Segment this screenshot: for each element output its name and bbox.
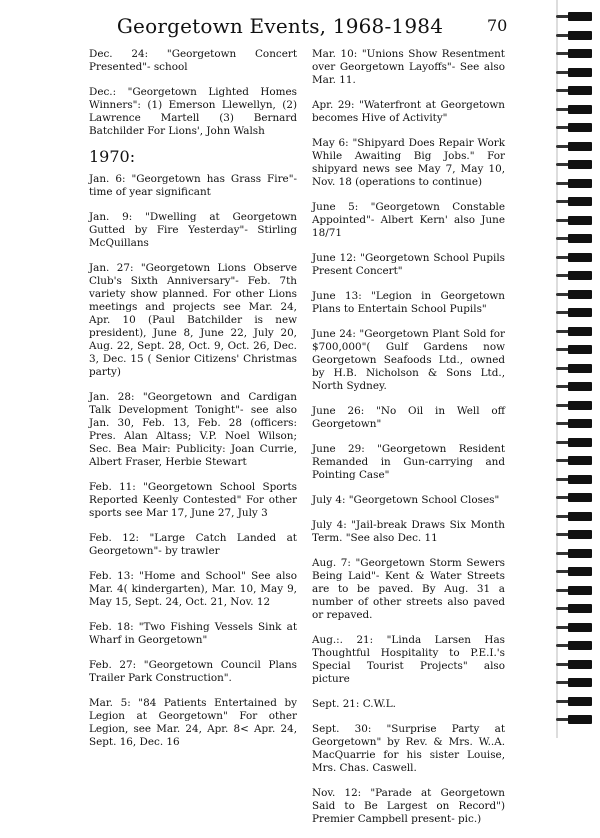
- entry-item: June 5: "Georgetown Constable Appointed"- Albert Kern' also June 18/71: [312, 201, 505, 239]
- binding-coil: [556, 216, 600, 225]
- binding-coil: [556, 290, 600, 299]
- binding-coil: [556, 567, 600, 576]
- binding-coil: [556, 179, 600, 188]
- binding-coil: [556, 419, 600, 428]
- entry-item: Dec.: "Georgetown Lighted Homes Winners": (1) Emerson Llewellyn, (2) Lawrence Martell (3) Bernard Batchilder For Lions', John Walsh: [89, 86, 297, 137]
- entry-item: Mar. 5: "84 Patients Entertained by Legion at Georgetown" For other Legion, see Mar. 24, Apr. 8< Apr. 24, Sept. 16, Dec. 16: [89, 697, 297, 748]
- entry-item: June 29: "Georgetown Resident Remanded in Gun-carrying and Pointing Case": [312, 443, 505, 481]
- binding-coil: [556, 123, 600, 132]
- binding-coil: [556, 678, 600, 687]
- binding-coil: [556, 641, 600, 650]
- entry-item: Jan. 27: "Georgetown Lions Observe Club's Sixth Anniversary"- Feb. 7th variety show planned. For other Lions meetings and projects see Mar. 24, Apr. 10 (Paul Batchilder is new president), June 8, June 22, July 20, Aug. 22, Sept. 28, Oct. 9, Oct. 26, Dec. 3, Dec. 15 ( Senior Citizens' Christmas party): [89, 262, 297, 378]
- page-title: Georgetown Events, 1968-1984: [116, 14, 444, 38]
- binding-coil: [556, 475, 600, 484]
- binding-coil: [556, 345, 600, 354]
- entry-item: Dec. 24: "Georgetown Concert Presented"- school: [89, 48, 297, 73]
- entry-item: June 24: "Georgetown Plant Sold for $700,000"( Gulf Gardens now Georgetown Seafoods Ltd., owned by H.B. Nicholson & Sons Ltd., North Sydney.: [312, 328, 505, 392]
- binding-coil: [556, 308, 600, 317]
- binding-coil: [556, 197, 600, 206]
- entry-item: Feb. 11: "Georgetown School Sports Reported Keenly Contested" For other sports see Mar 17, June 27, July 3: [89, 481, 297, 519]
- entry-item: Aug.:. 21: "Linda Larsen Has Thoughtful Hospitality to P.E.I.'s Special Tourist Projects" also picture: [312, 634, 505, 685]
- binding-coil: [556, 401, 600, 410]
- binding-coil: [556, 512, 600, 521]
- binding-coil: [556, 382, 600, 391]
- entry-item: Sept. 21: C.W.L.: [312, 698, 396, 710]
- binding-coil: [556, 697, 600, 706]
- entry-item: Jan. 28: "Georgetown and Cardigan Talk Development Tonight"- see also Jan. 30, Feb. 13, Feb. 28 (officers: Pres. Alan Altass; V.P. Noel Wilson; Sec. Bea Mair: Publicity: Joan Currie, Albert Fraser, Herbie Stewart: [89, 391, 297, 468]
- binding-coil: [556, 234, 600, 243]
- entry-item: July 4: "Jail-break Draws Six Month Term. "See also Dec. 11: [312, 519, 505, 544]
- entry-item: Jan. 9: "Dwelling at Georgetown Gutted by Fire Yesterday"- Stirling McQuillans: [89, 211, 297, 249]
- binding-coil: [556, 660, 600, 669]
- entry-item: Feb. 18: "Two Fishing Vessels Sink at Wharf in Georgetown": [89, 621, 297, 646]
- entry-item: Feb. 12: "Large Catch Landed at Georgetown"- by trawler: [89, 532, 297, 557]
- page-number: 70: [487, 16, 508, 35]
- binding-coil: [556, 160, 600, 169]
- entry-item: Sept. 30: "Surprise Party at Georgetown" by Rev. & Mrs. W..A. MacQuarrie for his sister Louise, Mrs. Chas. Caswell.: [312, 723, 505, 774]
- binding-coil: [556, 49, 600, 58]
- binding-coil: [556, 86, 600, 95]
- binding-coil: [556, 604, 600, 613]
- binding-coil: [556, 12, 600, 21]
- entry-item: July 4: "Georgetown School Closes": [312, 494, 500, 506]
- binding-coil: [556, 364, 600, 373]
- right-column: [312, 48, 505, 838]
- binding-coil: [556, 327, 600, 336]
- binding-coil: [556, 271, 600, 280]
- binding-coil: [556, 456, 600, 465]
- binding-coil: [556, 438, 600, 447]
- left-column: [89, 48, 297, 761]
- entry-item: Feb. 27: "Georgetown Council Plans Trailer Park Construction".: [89, 659, 297, 684]
- year-heading: 1970:: [89, 147, 136, 166]
- entry-item: Aug. 7: "Georgetown Storm Sewers Being Laid"- Kent & Water Streets are to be paved. By Aug. 31 a number of other streets also paved or repaved.: [312, 557, 505, 621]
- binding-coil: [556, 31, 600, 40]
- binding-coil: [556, 253, 600, 262]
- binding-coil: [556, 142, 600, 151]
- entry-item: June 12: "Georgetown School Pupils Present Concert": [312, 252, 505, 277]
- entry-item: June 26: "No Oil in Well off Georgetown": [312, 405, 505, 430]
- entry-item: Jan. 6: "Georgetown has Grass Fire"- time of year significant: [89, 173, 297, 198]
- binding-coil: [556, 549, 600, 558]
- spiral-binding: [556, 0, 600, 738]
- binding-coil: [556, 623, 600, 632]
- binding-coil: [556, 68, 600, 77]
- binding-coil: [556, 715, 600, 724]
- entry-item: Apr. 29: "Waterfront at Georgetown becomes Hive of Activity": [312, 99, 505, 124]
- binding-coil: [556, 105, 600, 114]
- entry-item: Feb. 13: "Home and School" See also Mar. 4( kindergarten), Mar. 10, May 9, May 15, Sept. 24, Oct. 21, Nov. 12: [89, 570, 297, 608]
- entry-item: Mar. 10: "Unions Show Resentment over Georgetown Layoffs"- See also Mar. 11.: [312, 48, 505, 86]
- entry-item: June 13: "Legion in Georgetown Plans to Entertain School Pupils": [312, 290, 505, 315]
- page-header: [0, 14, 560, 38]
- binding-coil: [556, 586, 600, 595]
- binding-coil: [556, 530, 600, 539]
- entry-item: Nov. 12: "Parade at Georgetown Said to Be Largest on Record") Premier Campbell present- pic.): [312, 787, 505, 825]
- entry-item: May 6: "Shipyard Does Repair Work While Awaiting Big Jobs." For shipyard news see May 7, May 10, Nov. 18 (operations to continue): [312, 137, 505, 188]
- binding-coil: [556, 493, 600, 502]
